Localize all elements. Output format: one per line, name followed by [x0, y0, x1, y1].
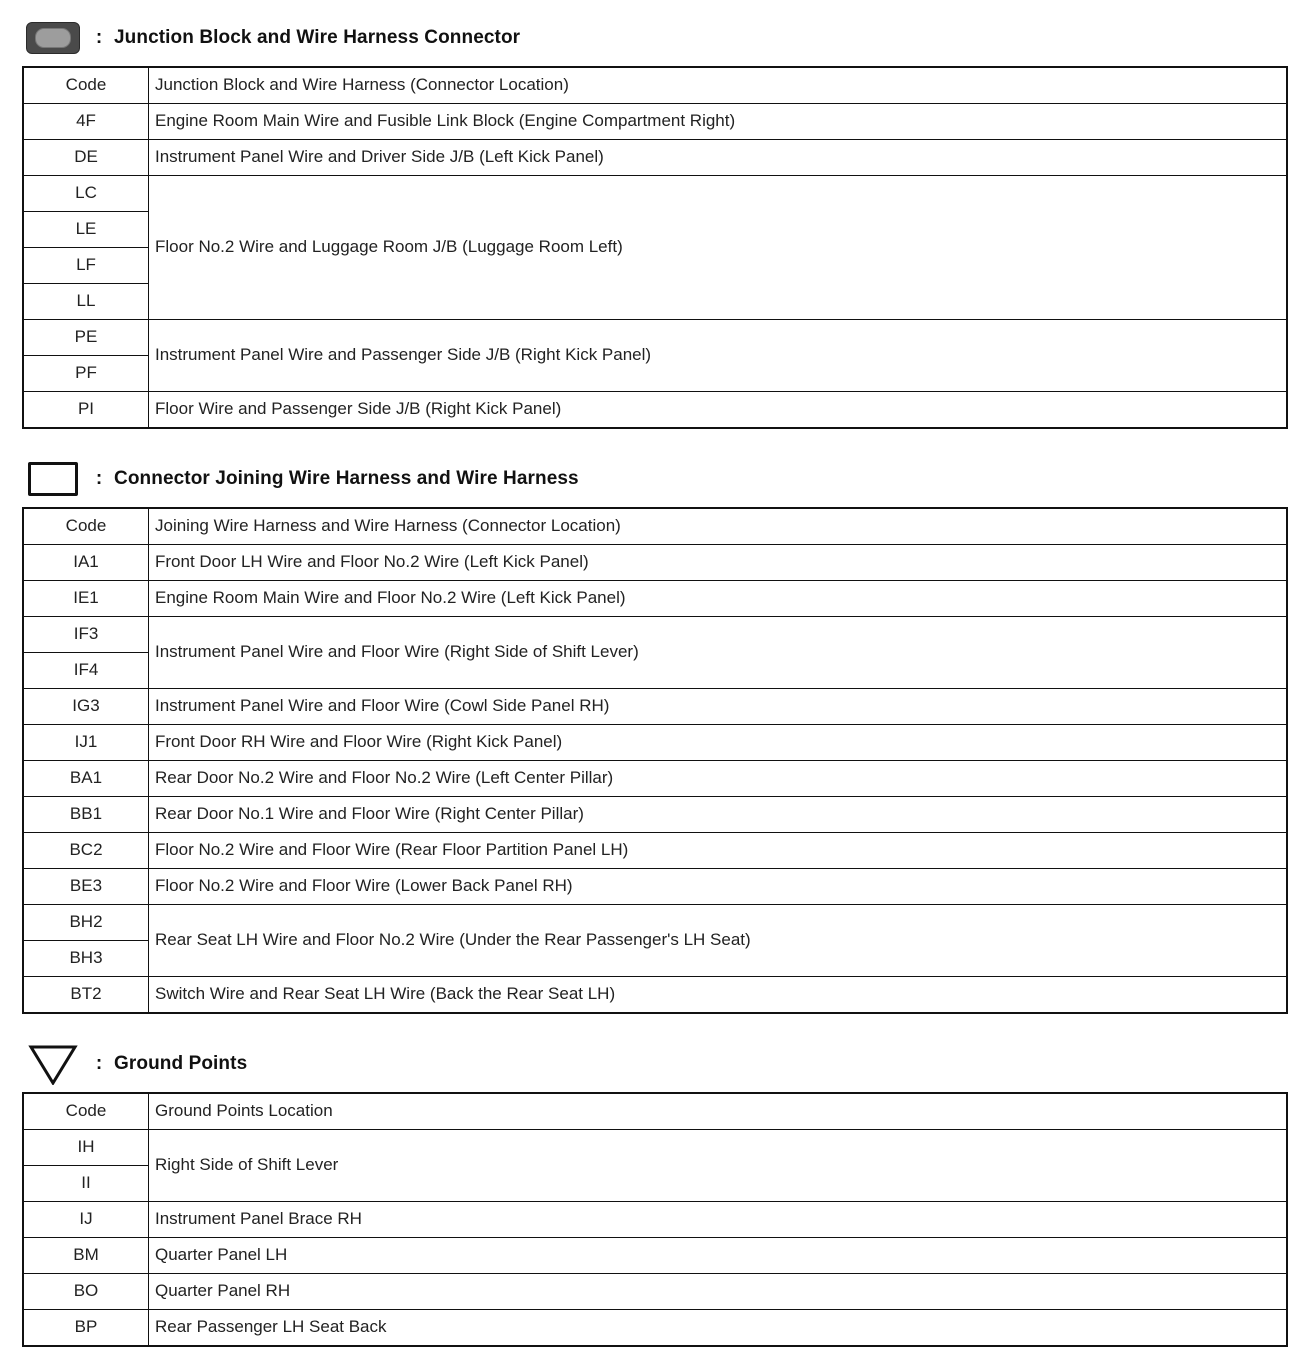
- cell-code: BH3: [23, 941, 149, 977]
- cell-description: Engine Room Main Wire and Floor No.2 Wire (Left Kick Panel): [149, 581, 1288, 617]
- cell-description: Instrument Panel Wire and Driver Side J/B (Left Kick Panel): [149, 140, 1288, 176]
- cell-description: Rear Passenger LH Seat Back: [149, 1310, 1288, 1347]
- ground-points-table: [22, 1092, 1288, 1347]
- cell-code: II: [23, 1166, 149, 1202]
- cell-code: IE1: [23, 581, 149, 617]
- heading-colon: :: [95, 1053, 103, 1074]
- cell-code: PE: [23, 320, 149, 356]
- ground-point-icon: [22, 1043, 84, 1085]
- table-row: [23, 545, 1287, 581]
- cell-code: BH2: [23, 905, 149, 941]
- junction-block-table: [22, 66, 1288, 429]
- connector-joining-table: [22, 507, 1288, 1014]
- cell-description: Floor No.2 Wire and Floor Wire (Lower Back Panel RH): [149, 869, 1288, 905]
- cell-description: Instrument Panel Brace RH: [149, 1202, 1288, 1238]
- cell-code: LF: [23, 248, 149, 284]
- table-row: [23, 689, 1287, 725]
- junction-block-connector-icon: [22, 22, 84, 54]
- table-row: [23, 1202, 1287, 1238]
- cell-description: Instrument Panel Wire and Passenger Side J/B (Right Kick Panel): [149, 320, 1288, 392]
- cell-description: Floor No.2 Wire and Floor Wire (Rear Floor Partition Panel LH): [149, 833, 1288, 869]
- cell-code: PF: [23, 356, 149, 392]
- table-row: [23, 761, 1287, 797]
- column-header-description: Joining Wire Harness and Wire Harness (Connector Location): [149, 508, 1288, 545]
- cell-description: Instrument Panel Wire and Floor Wire (Right Side of Shift Lever): [149, 617, 1288, 689]
- table-row: [23, 140, 1287, 176]
- table-row: [23, 869, 1287, 905]
- section-heading-junction-block: [22, 10, 1290, 66]
- heading-colon: :: [95, 27, 103, 48]
- cell-code: LC: [23, 176, 149, 212]
- cell-description: Rear Seat LH Wire and Floor No.2 Wire (Under the Rear Passenger's LH Seat): [149, 905, 1288, 977]
- column-header-code: Code: [23, 508, 149, 545]
- cell-description: Right Side of Shift Lever: [149, 1130, 1288, 1202]
- cell-code: BE3: [23, 869, 149, 905]
- cell-code: IJ1: [23, 725, 149, 761]
- table-row: [23, 320, 1287, 356]
- cell-code: BC2: [23, 833, 149, 869]
- table-row: [23, 104, 1287, 140]
- cell-code: BB1: [23, 797, 149, 833]
- table-row: [23, 176, 1287, 212]
- cell-code: LE: [23, 212, 149, 248]
- cell-code: BO: [23, 1274, 149, 1310]
- cell-description: Instrument Panel Wire and Floor Wire (Cowl Side Panel RH): [149, 689, 1288, 725]
- cell-code: BT2: [23, 977, 149, 1014]
- table-header-row: [23, 1093, 1287, 1130]
- cell-code: DE: [23, 140, 149, 176]
- table-row: [23, 617, 1287, 653]
- section-heading-ground-points: [22, 1036, 1290, 1092]
- section-title: Connector Joining Wire Harness and Wire Harness: [114, 468, 579, 489]
- column-header-description: Ground Points Location: [149, 1093, 1288, 1130]
- section-heading-connector-joining: [22, 451, 1290, 507]
- cell-code: 4F: [23, 104, 149, 140]
- column-header-description: Junction Block and Wire Harness (Connector Location): [149, 67, 1288, 104]
- cell-description: Floor No.2 Wire and Luggage Room J/B (Luggage Room Left): [149, 176, 1288, 320]
- connector-joining-icon: [22, 462, 84, 496]
- section-title: Ground Points: [114, 1053, 248, 1074]
- cell-description: Quarter Panel LH: [149, 1238, 1288, 1274]
- table-row: [23, 725, 1287, 761]
- cell-description: Front Door LH Wire and Floor No.2 Wire (Left Kick Panel): [149, 545, 1288, 581]
- section-title: Junction Block and Wire Harness Connector: [114, 27, 521, 48]
- table-header-row: [23, 508, 1287, 545]
- table-row: [23, 905, 1287, 941]
- table-row: [23, 1130, 1287, 1166]
- table-row: [23, 977, 1287, 1014]
- cell-description: Rear Door No.2 Wire and Floor No.2 Wire (Left Center Pillar): [149, 761, 1288, 797]
- cell-description: Engine Room Main Wire and Fusible Link Block (Engine Compartment Right): [149, 104, 1288, 140]
- cell-code: IJ: [23, 1202, 149, 1238]
- cell-code: BM: [23, 1238, 149, 1274]
- cell-description: Rear Door No.1 Wire and Floor Wire (Right Center Pillar): [149, 797, 1288, 833]
- cell-description: Floor Wire and Passenger Side J/B (Right Kick Panel): [149, 392, 1288, 429]
- cell-description: Switch Wire and Rear Seat LH Wire (Back the Rear Seat LH): [149, 977, 1288, 1014]
- table-row: [23, 833, 1287, 869]
- table-row: [23, 1238, 1287, 1274]
- cell-code: IG3: [23, 689, 149, 725]
- cell-code: IF3: [23, 617, 149, 653]
- cell-description: Front Door RH Wire and Floor Wire (Right Kick Panel): [149, 725, 1288, 761]
- column-header-code: Code: [23, 1093, 149, 1130]
- cell-code: IA1: [23, 545, 149, 581]
- cell-code: IF4: [23, 653, 149, 689]
- cell-code: LL: [23, 284, 149, 320]
- cell-code: PI: [23, 392, 149, 429]
- table-row: [23, 581, 1287, 617]
- cell-description: Quarter Panel RH: [149, 1274, 1288, 1310]
- cell-code: IH: [23, 1130, 149, 1166]
- table-header-row: [23, 67, 1287, 104]
- table-row: [23, 1310, 1287, 1347]
- heading-colon: :: [95, 468, 103, 489]
- table-row: [23, 797, 1287, 833]
- table-row: [23, 1274, 1287, 1310]
- column-header-code: Code: [23, 67, 149, 104]
- table-row: [23, 392, 1287, 429]
- cell-code: BA1: [23, 761, 149, 797]
- cell-code: BP: [23, 1310, 149, 1347]
